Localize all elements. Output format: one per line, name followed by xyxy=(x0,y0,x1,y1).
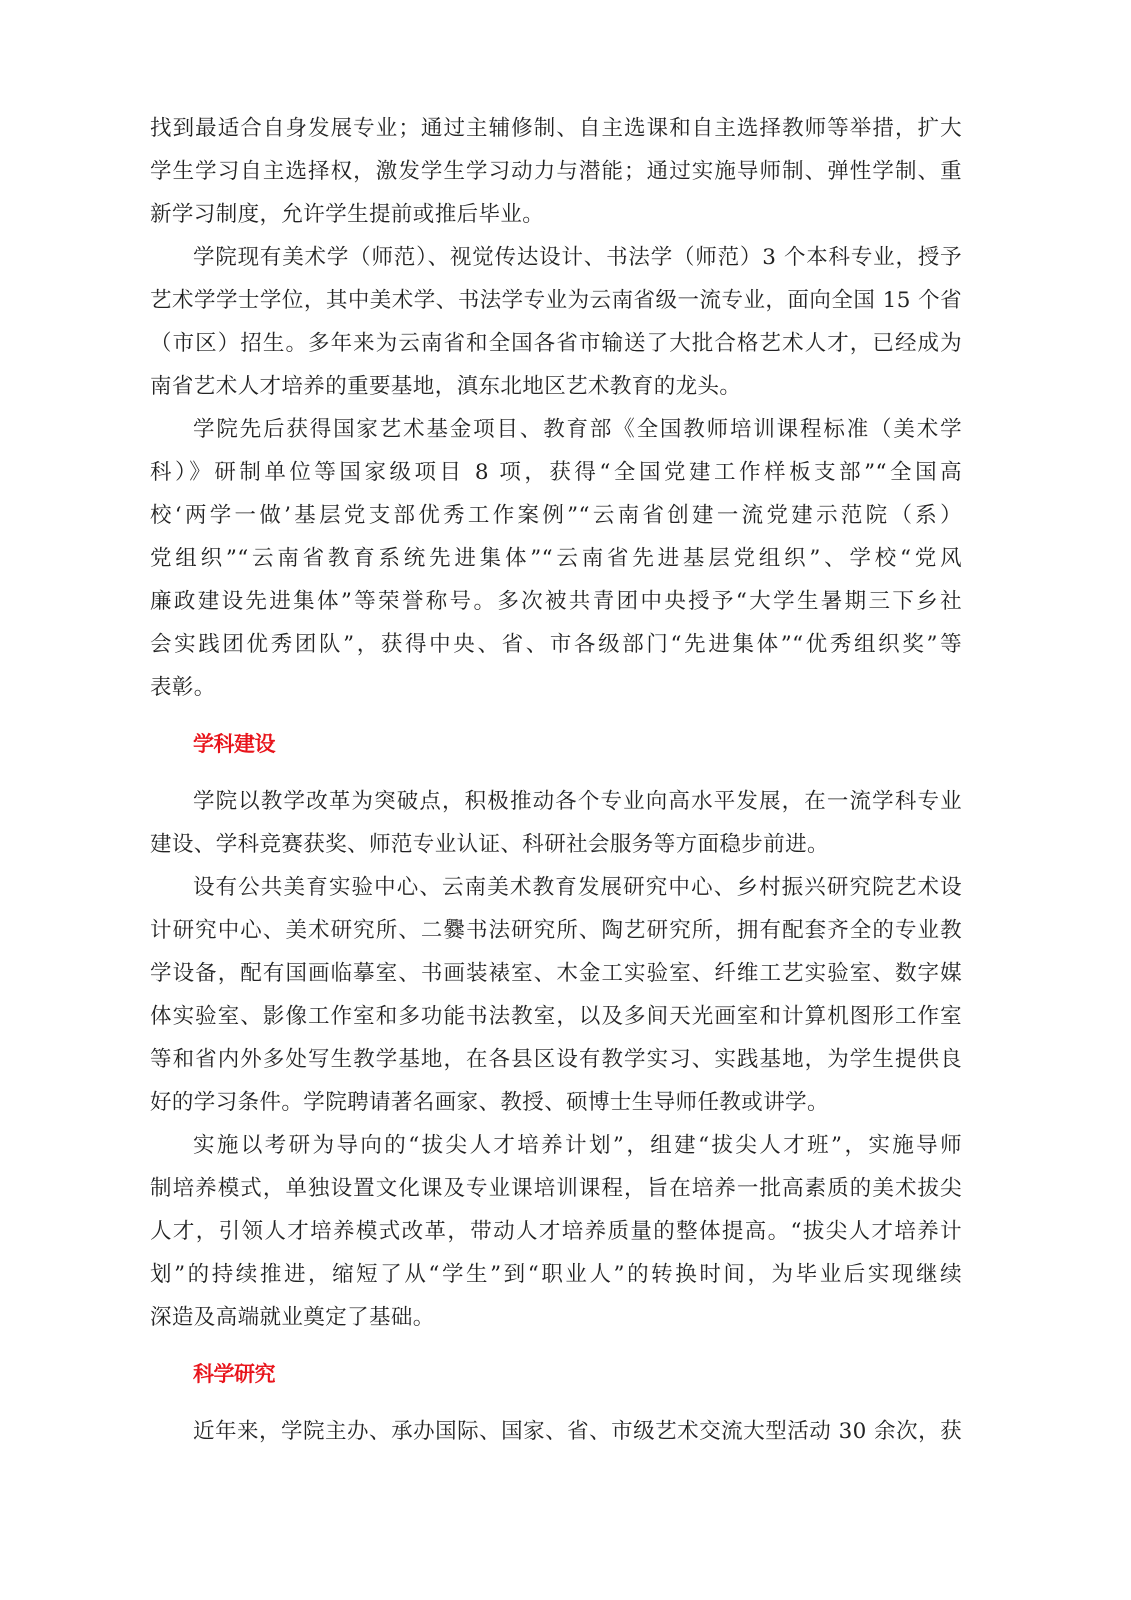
text-line: 近年来，学院主办、承办国际、国家、省、市级艺术交流大型活动 30 余次，获 xyxy=(193,1419,962,1444)
text-line: 学院现有美术学（师范）、视觉传达设计、书法学（师范）3 个本科专业，授予 xyxy=(193,245,962,270)
text-line: 表彰。 xyxy=(150,675,216,700)
text-line: 学设备，配有国画临摹室、书画装裱室、木金工实验室、纤维工艺实验室、数字媒 xyxy=(150,961,962,986)
text-line: 实施以考研为导向的“拔尖人才培养计划”，组建“拔尖人才班”，实施导师 xyxy=(193,1133,962,1158)
text-line: 人才，引领人才培养模式改革，带动人才培养质量的整体提高。“拔尖人才培养计 xyxy=(150,1219,962,1244)
text-line: 找到最适合自身发展专业；通过主辅修制、自主选课和自主选择教师等举措，扩大 xyxy=(150,116,962,141)
text-line: 廉政建设先进集体”等荣誉称号。多次被共青团中央授予“大学生暑期三下乡社 xyxy=(150,589,962,614)
section-heading-discipline: 学科建设 xyxy=(193,732,275,756)
text-line: 设有公共美育实验中心、云南美术教育发展研究中心、乡村振兴研究院艺术设 xyxy=(193,875,962,900)
text-line: 制培养模式，单独设置文化课及专业课培训课程，旨在培养一批高素质的美术拔尖 xyxy=(150,1176,962,1201)
text-line: 学院先后获得国家艺术基金项目、教育部《全国教师培训课程标准（美术学 xyxy=(193,417,962,442)
text-line: 学院以教学改革为突破点，积极推动各个专业向高水平发展，在一流学科专业 xyxy=(193,789,962,814)
text-line: 深造及高端就业奠定了基础。 xyxy=(150,1305,435,1330)
text-line: 科）》研制单位等国家级项目 8 项，获得“全国党建工作样板支部”“全国高 xyxy=(150,460,962,485)
text-line: 划”的持续推进，缩短了从“学生”到“职业人”的转换时间，为毕业后实现继续 xyxy=(150,1262,962,1287)
text-line: 艺术学学士学位，其中美术学、书法学专业为云南省级一流专业，面向全国 15 个省 xyxy=(150,288,962,313)
text-line: 新学习制度，允许学生提前或推后毕业。 xyxy=(150,202,545,227)
text-line: 南省艺术人才培养的重要基地，滇东北地区艺术教育的龙头。 xyxy=(150,374,742,399)
text-line: （市区）招生。多年来为云南省和全国各省市输送了大批合格艺术人才，已经成为 xyxy=(150,331,962,356)
section-heading-research: 科学研究 xyxy=(193,1362,275,1386)
text-line: 会实践团优秀团队”，获得中央、省、市各级部门“先进集体”“优秀组织奖”等 xyxy=(150,632,962,657)
text-line: 计研究中心、美术研究所、二爨书法研究所、陶艺研究所，拥有配套齐全的专业教 xyxy=(150,918,962,943)
text-line: 党组织”“云南省教育系统先进集体”“云南省先进基层党组织”、学校“党风 xyxy=(150,546,962,571)
text-line: 体实验室、影像工作室和多功能书法教室，以及多间天光画室和计算机图形工作室 xyxy=(150,1004,962,1029)
text-line: 等和省内外多处写生教学基地，在各县区设有教学实习、实践基地，为学生提供良 xyxy=(150,1047,962,1072)
text-line: 校‘两学一做’基层党支部优秀工作案例”“云南省创建一流党建示范院（系） xyxy=(150,503,962,528)
text-line: 学生学习自主选择权，激发学生学习动力与潜能；通过实施导师制、弹性学制、重 xyxy=(150,159,962,184)
text-line: 建设、学科竞赛获奖、师范专业认证、科研社会服务等方面稳步前进。 xyxy=(150,832,829,857)
text-line: 好的学习条件。学院聘请著名画家、教授、硕博士生导师任教或讲学。 xyxy=(150,1090,829,1115)
